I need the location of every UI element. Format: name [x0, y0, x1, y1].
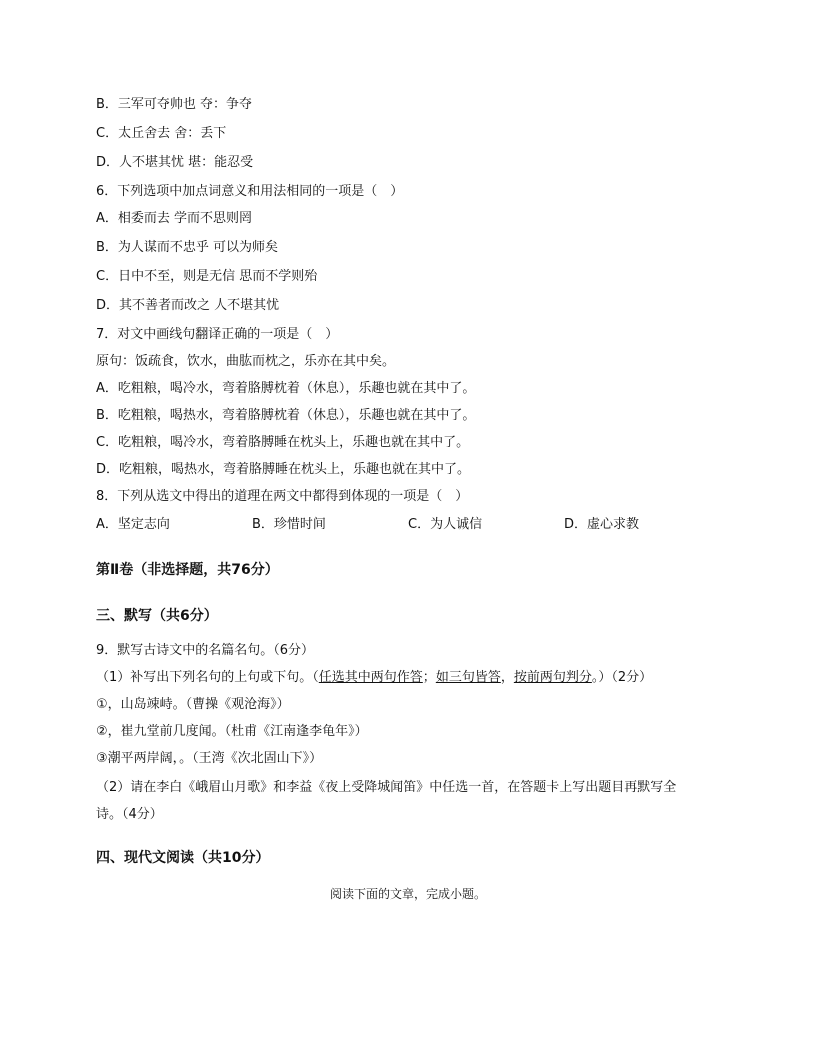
- volume-heading: 第Ⅱ卷（非选择题，共76分）: [96, 562, 279, 578]
- q9-part1-prefix: （1）补写出下列名句的上句或下句。（: [96, 670, 319, 685]
- q9-item-3: ③潮平两岸阔，。（王湾《次北固山下》）: [96, 751, 323, 766]
- q9-item-1: ①，山岛竦峙。（曹操《观沧海》）: [96, 697, 290, 712]
- q6-option-a: A．相委而去 学而不思则罔: [96, 211, 253, 226]
- q9-part1-underlined-3: 按前两句判分: [513, 670, 592, 685]
- q8-option-b: B．珍惜时间: [252, 517, 326, 532]
- q7-option-b: B．吃粗粮，喝热水，弯着胳膊枕着（休息），乐趣也就在其中了。: [96, 408, 476, 423]
- q7-option-a: A．吃粗粮，喝冷水，弯着胳膊枕着（休息），乐趣也就在其中了。: [96, 381, 476, 396]
- section3-heading: 三、默写（共6分）: [96, 608, 218, 624]
- q8-option-a: A．坚定志向: [96, 517, 170, 532]
- q9-stem: 9．默写古诗文中的名篇名句。（6分）: [96, 643, 315, 658]
- q5-option-d: D．人不堪其忧 堪：能忍受: [96, 155, 254, 170]
- q9-item-2: ②，崔九堂前几度闻。（杜甫《江南逢李龟年》）: [96, 724, 368, 739]
- q7-stem: 7．对文中画线句翻译正确的一项是（ ）: [96, 327, 339, 342]
- q5-option-b: B．三军可夺帅也 夺：争夺: [96, 97, 253, 112]
- section4-heading: 四、现代文阅读（共10分）: [96, 850, 270, 866]
- q8-stem: 8．下列从选文中得出的道理在两文中都得到体现的一项是（ ）: [96, 489, 469, 504]
- q9-part1: [96, 669, 652, 687]
- q8-option-c: C．为人诚信: [408, 517, 483, 532]
- q9-part1-underlined-1: 任选其中两句作答: [318, 670, 423, 685]
- q5-option-c: C．太丘舍去 舍：丢下: [96, 126, 227, 141]
- q9-part2-line1: （2）请在李白《峨眉山月歌》和李益《夜上受降城闻笛》中任选一首，在答题卡上写出题目再默写全: [96, 780, 677, 795]
- q6-option-b: B．为人谋而不忠乎 可以为师矣: [96, 240, 279, 255]
- q6-option-d: D．其不善者而改之 人不堪其忧: [96, 298, 280, 313]
- q9-part1-comma: ，: [500, 670, 514, 685]
- q8-option-d: D．虚心求教: [564, 517, 640, 532]
- q7-original: 原句：饭疏食，饮水，曲肱而枕之，乐亦在其中矣。: [96, 354, 396, 369]
- q9-part1-sep: ；: [422, 670, 436, 685]
- q7-option-c: C．吃粗粮，喝冷水，弯着胳膊睡在枕头上，乐趣也就在其中了。: [96, 435, 470, 450]
- q6-option-c: C．日中不至，则是无信 思而不学则殆: [96, 269, 318, 284]
- reading-instruction: 阅读下面的文章，完成小题。: [329, 887, 486, 901]
- q9-part1-suffix: 。）（2分）: [591, 670, 653, 685]
- q9-part1-underlined-2: 如三句皆答: [435, 670, 501, 685]
- q7-option-d: D．吃粗粮，喝热水，弯着胳膊睡在枕头上，乐趣也就在其中了。: [96, 462, 471, 477]
- q6-stem: 6．下列选项中加点词意义和用法相同的一项是（ ）: [96, 184, 404, 199]
- q9-part2-line2: 诗。（4分）: [96, 807, 163, 822]
